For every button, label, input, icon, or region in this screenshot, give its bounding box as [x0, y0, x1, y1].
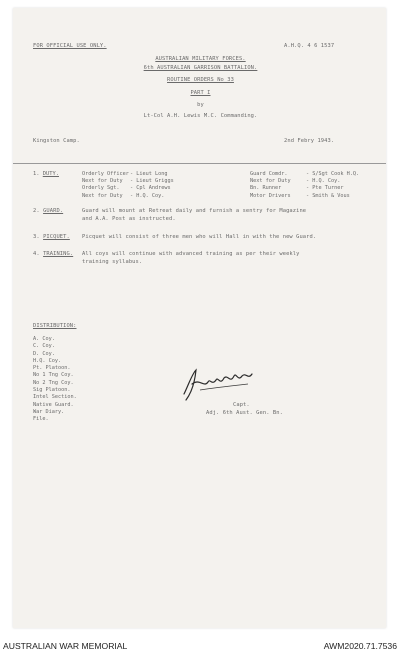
- section-divider: [13, 163, 386, 164]
- list-item: D. Coy.: [33, 350, 55, 357]
- section-4-heading: 4. TRAINING.: [33, 251, 74, 257]
- section-4-text-line2: training syllabus.: [82, 259, 143, 265]
- section-3-text-line1: Picquet will consist of three men who will Hall in with the new Guard.: [82, 234, 317, 240]
- unit-title: 6th AUSTRALIAN GARRISON BATTALION.: [143, 65, 258, 71]
- list-item: Intel Section.: [33, 394, 77, 401]
- list-item: No 2 Tng Coy.: [33, 379, 74, 386]
- duty-row: Next for Duty - Lieut Griggs Next for Duty - H.Q. Coy.: [82, 178, 341, 185]
- list-item: C. Coy.: [33, 343, 55, 350]
- signatory-appointment: Adj. 6th Aust. Gen. Bn.: [206, 410, 283, 416]
- order-date: 2nd Febry 1943.: [284, 138, 335, 144]
- list-item: Native Guard.: [33, 401, 74, 408]
- signatory-rank: Capt.: [233, 402, 250, 408]
- section-3-heading: 3. PICQUET.: [33, 234, 70, 240]
- section-4-text-line1: All coys will continue with advanced training as per their weekly: [82, 251, 300, 257]
- by-line: by: [197, 102, 204, 108]
- document-page: [13, 8, 386, 628]
- section-1-heading: 1. DUTY.: [33, 171, 59, 177]
- duty-row: Orderly Sgt. - Cpl Andrews Bn. Runner - Pte Turner: [82, 185, 344, 192]
- section-2-heading: 2. GUARD.: [33, 208, 64, 214]
- location: Kingston Camp.: [33, 138, 80, 144]
- list-item: H.Q. Coy.: [33, 357, 62, 364]
- section-2-text-line2: and A.A. Post as instructed.: [82, 216, 176, 222]
- distribution-list: [33, 336, 77, 424]
- list-item: Pt. Platoon.: [33, 365, 71, 372]
- duty-roster: [82, 171, 359, 200]
- part-title: PART I: [190, 90, 211, 96]
- duty-row: Orderly Officer - Lieut Long Guard Comdr. - S/Sgt Cook H.Q.: [82, 171, 360, 177]
- list-item: A. Coy.: [33, 336, 55, 342]
- list-item: War Diary.: [33, 408, 65, 415]
- distribution-title: DISTRIBUTION:: [33, 323, 77, 329]
- orders-title: ROUTINE ORDERS No 33: [167, 77, 234, 83]
- duty-row: Next for Duty - H.Q. Coy. Motor Drivers - Smith & Vous: [82, 192, 350, 199]
- classification-header: FOR OFFICIAL USE ONLY.: [33, 43, 107, 49]
- footer-institution: AUSTRALIAN WAR MEMORIAL: [3, 641, 128, 651]
- list-item: No 1 Tng Coy.: [33, 372, 74, 379]
- commanding-officer: Lt-Col A.H. Lewis M.C. Commanding.: [143, 113, 258, 119]
- footer-accession-number: AWM2020.71.7536: [323, 641, 397, 651]
- list-item: File.: [33, 416, 49, 423]
- signature-image: [178, 364, 260, 404]
- org-title: AUSTRALIAN MILITARY FORCES.: [155, 56, 246, 62]
- reference-number: A.H.Q. 4 6 1537: [284, 43, 335, 49]
- list-item: Sig Platoon.: [33, 387, 71, 394]
- section-2-text-line1: Guard will mount at Retreat daily and furnish a sentry for Magazine: [82, 208, 307, 214]
